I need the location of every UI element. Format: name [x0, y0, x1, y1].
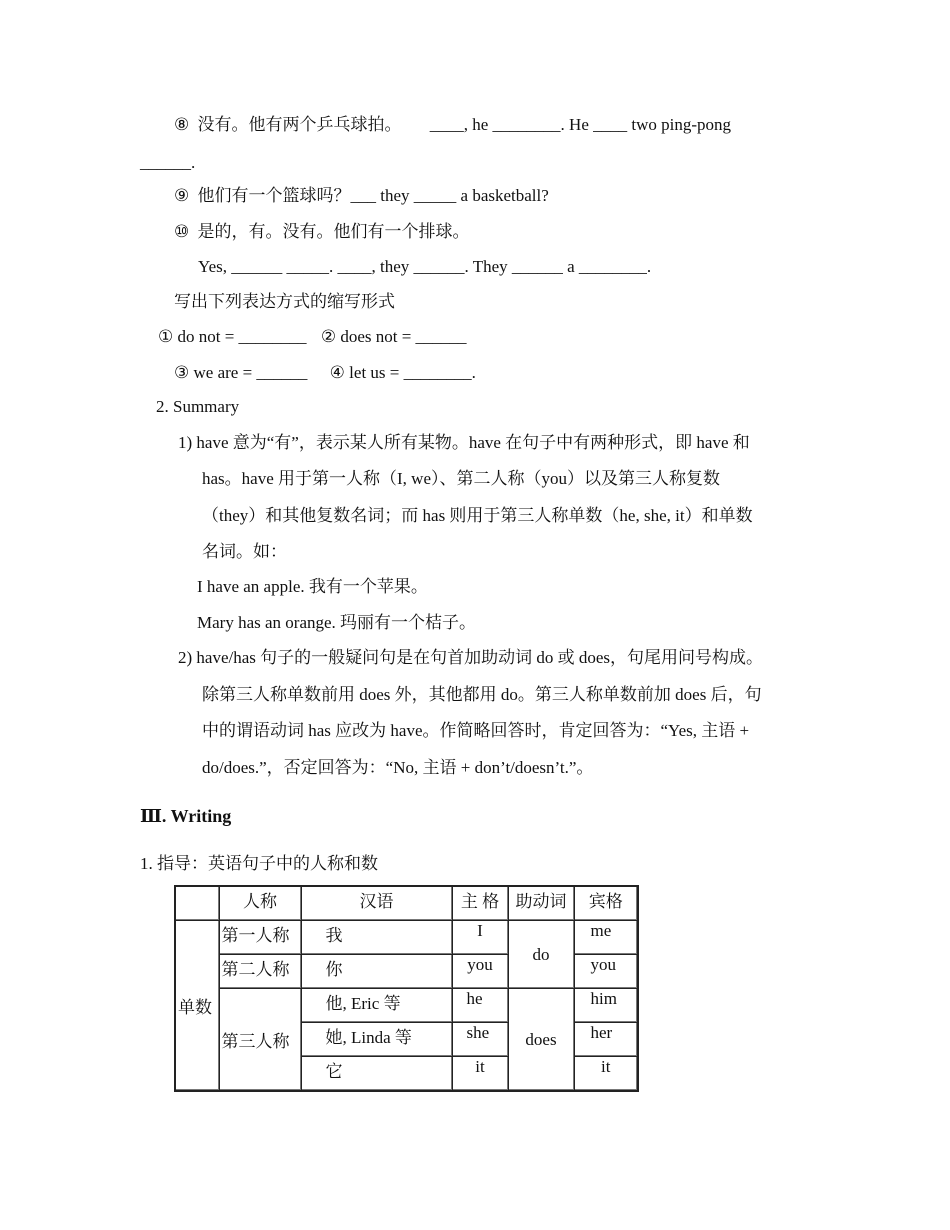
table-header-row — [175, 886, 638, 921]
table-cell-object: me — [574, 921, 638, 955]
contractions-row-1 — [158, 326, 467, 348]
table-cell-object: it — [574, 1057, 638, 1092]
table-cell-zh: 他, Eric 等 — [301, 989, 452, 1023]
person-table — [174, 885, 639, 1092]
summary-point-2-line-3: 中的谓语动词 has 应改为 have。作简略回答时，肯定回答为：“Yes, 主语 + — [202, 721, 750, 740]
summary-point-2-line-4: do/does.”，否定回答为：“No, 主语 + don’t/doesn’t.”。 — [202, 758, 594, 777]
item-8-line1 — [174, 114, 731, 136]
item-8-number: ⑧ — [174, 115, 190, 134]
table-cell-subject: he — [452, 989, 508, 1023]
table-cell-zh: 她, Linda 等 — [301, 1023, 452, 1057]
table-cell-object: him — [574, 989, 638, 1023]
table-row — [175, 989, 638, 1023]
item-8-chinese: 没有。他有两个乒乓球拍。 — [197, 115, 402, 134]
table-first-person: 第一人称 — [219, 921, 301, 955]
contraction-4: let us = ________. — [349, 363, 476, 382]
item-10-number: ⑩ — [174, 222, 190, 241]
table-header-object: 宾格 — [574, 886, 638, 921]
table-cell-object: her — [574, 1023, 638, 1057]
contraction-3: we are = ______ — [193, 363, 308, 382]
table-row — [175, 921, 638, 955]
item-9 — [174, 185, 549, 207]
table-cell-zh: 我 — [301, 921, 452, 955]
contraction-2: does not = ______ — [340, 327, 467, 346]
table-cell-subject: it — [452, 1057, 508, 1092]
summary-point-2-line-1: 2) have/has 句子的一般疑问句是在句首加助动词 do 或 does，句尾用问号构成。 — [178, 648, 764, 667]
summary-point-1-line-2: has。have 用于第一人称（I, we）、第二人称（you）以及第三人称复数 — [202, 469, 720, 488]
summary-example-2: Mary has an orange. 玛丽有一个桔子。 — [197, 613, 477, 632]
contraction-4-number: ④ — [329, 363, 345, 382]
item-10-chinese: 是的，有。没有。他们有一个排球。 — [197, 222, 470, 241]
table-cell-object: you — [574, 955, 638, 989]
summary-point-2-line-2: 除第三人称单数前用 does 外，其他都用 do。第三人称单数前加 does 后，句 — [202, 685, 762, 704]
summary-point-1-line-4: 名词。如： — [202, 542, 287, 561]
table-number-label: 单数 — [175, 921, 219, 1092]
item-9-text: 他们有一个篮球吗？___ they _____ a basketball? — [197, 186, 549, 205]
table-cell-subject: you — [452, 955, 508, 989]
table-header-person: 人称 — [219, 886, 301, 921]
table-header-subject: 主 格 — [452, 886, 508, 921]
contraction-1: do not = ________ — [177, 327, 307, 346]
table-cell-subject: I — [452, 921, 508, 955]
table-header-aux-verb: 助动词 — [508, 886, 574, 921]
table-second-person: 第二人称 — [219, 955, 301, 989]
summary-point-1-line-3: （they）和其他复数名词；而 has 则用于第三人称单数（he, she, it）和单数 — [202, 506, 753, 525]
table-aux-do: do — [508, 921, 574, 989]
summary-example-1: I have an apple. 我有一个苹果。 — [197, 577, 428, 596]
item-10-chinese-line — [174, 221, 470, 243]
table-aux-does: does — [508, 989, 574, 1092]
table-header-chinese: 汉语 — [301, 886, 452, 921]
writing-guide: 1. 指导：英语句子中的人称和数 — [140, 854, 378, 873]
contractions-title: 写出下列表达方式的缩写形式 — [174, 292, 395, 311]
writing-heading: Ⅲ. Writing — [140, 806, 232, 826]
contractions-row-2 — [174, 362, 476, 384]
contraction-1-number: ① — [158, 327, 174, 346]
item-9-number: ⑨ — [174, 186, 190, 205]
summary-heading: 2. Summary — [156, 397, 240, 416]
item-8-english: ____, he ________. He ____ two ping-pong — [429, 115, 732, 134]
table-header-empty — [175, 886, 219, 921]
table-cell-subject: she — [452, 1023, 508, 1057]
contraction-3-number: ③ — [174, 363, 190, 382]
contraction-2-number: ② — [320, 327, 337, 346]
item-8-line2: ______. — [140, 153, 196, 172]
table-third-person: 第三人称 — [219, 989, 301, 1092]
summary-point-1-line-1: 1) have 意为“有”，表示某人所有某物。have 在句子中有两种形式，即 have 和 — [178, 433, 750, 452]
item-10-english: Yes, ______ _____. ____, they ______. They ______ a ________. — [198, 257, 652, 276]
table-cell-zh: 你 — [301, 955, 452, 989]
table-cell-zh: 它 — [301, 1057, 452, 1092]
